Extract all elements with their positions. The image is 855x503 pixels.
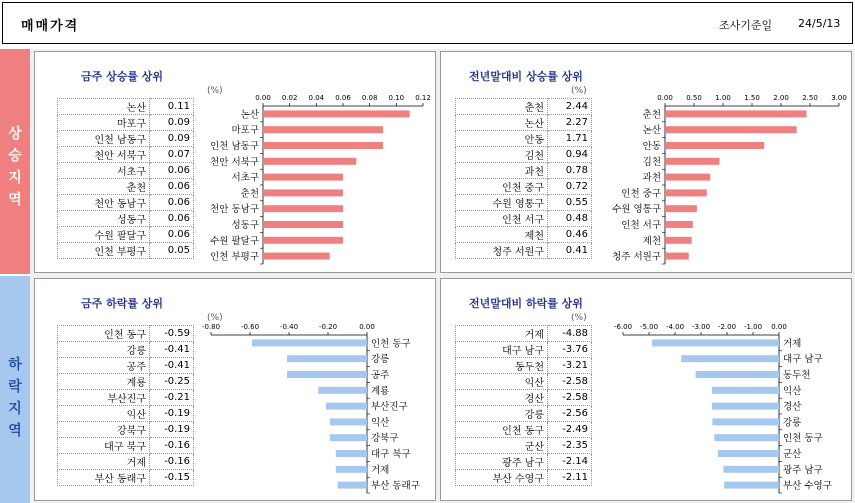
bar — [330, 418, 367, 425]
bar — [665, 142, 764, 149]
bar — [724, 482, 779, 489]
rate-value: -0.21 — [150, 390, 194, 406]
panel-ytd-up — [440, 51, 852, 273]
table-row — [456, 422, 592, 438]
rate-value: -2.35 — [548, 438, 592, 454]
table-row — [58, 163, 194, 179]
tick-label: 1.00 — [715, 94, 731, 102]
table-row — [456, 358, 592, 374]
rate-value: -0.41 — [150, 358, 194, 374]
table-row — [456, 326, 592, 342]
bar — [326, 403, 367, 410]
region-name: 거제 — [58, 454, 150, 470]
region-name: 청주 서원구 — [456, 243, 548, 259]
table-row — [456, 390, 592, 406]
rate-value: 0.09 — [150, 131, 194, 147]
rate-value: -0.16 — [150, 438, 194, 454]
tick-label: -1.00 — [743, 323, 763, 331]
category-label: 대구 북구 — [371, 449, 411, 460]
bar — [287, 355, 367, 362]
bar — [263, 253, 330, 260]
bar — [263, 205, 343, 212]
table-row — [456, 147, 592, 163]
category-label: 부산 수영구 — [783, 480, 832, 492]
region-name: 안동 — [456, 131, 548, 147]
region-name: 강릉 — [58, 342, 150, 358]
rate-value: -2.58 — [548, 374, 592, 390]
region-name: 광주 남구 — [456, 454, 548, 470]
table-row — [456, 131, 592, 147]
region-name: 강북구 — [58, 422, 150, 438]
bar — [665, 189, 707, 196]
category-label: 천안 서북구 — [210, 156, 259, 168]
region-name: 마포구 — [58, 115, 150, 131]
table-row — [58, 227, 194, 243]
category-label: 김천 — [642, 156, 661, 168]
region-name: 대구 북구 — [58, 438, 150, 454]
table-row — [456, 179, 592, 195]
rate-value: 0.78 — [548, 163, 592, 179]
table-row — [456, 163, 592, 179]
tick-label: 1.50 — [744, 94, 760, 102]
rate-value: 0.94 — [548, 147, 592, 163]
panel-title: 금주 하락률 상위 — [81, 297, 164, 310]
rate-value: 0.06 — [150, 195, 194, 211]
rate-value: 0.06 — [150, 163, 194, 179]
category-label: 강릉 — [371, 354, 390, 366]
table-row — [456, 438, 592, 454]
table-row — [58, 406, 194, 422]
survey-date: 24/5/13 — [798, 17, 841, 30]
unit-label: (%) — [571, 313, 587, 323]
tick-label: 0.00 — [359, 323, 375, 331]
rate-value: 0.06 — [150, 179, 194, 195]
category-label: 공주 — [371, 370, 390, 381]
bar — [696, 371, 779, 378]
tick-label: -0.20 — [318, 323, 338, 331]
category-label: 논산 — [240, 109, 259, 121]
region-name: 수원 영통구 — [456, 195, 548, 211]
bar — [263, 237, 343, 244]
tick-label: 0.02 — [281, 94, 298, 102]
region-name: 군산 — [456, 438, 548, 454]
category-label: 천안 동남구 — [210, 204, 259, 216]
bar — [714, 434, 779, 441]
rate-value: 0.46 — [548, 227, 592, 243]
category-label: 제천 — [642, 235, 661, 247]
table-row — [58, 131, 194, 147]
bar — [723, 466, 779, 473]
table-row — [456, 342, 592, 358]
tick-label: -6.00 — [613, 323, 633, 331]
table-row — [58, 326, 194, 342]
category-label: 강북구 — [371, 433, 399, 445]
page-header — [2, 2, 853, 44]
category-label: 과천 — [642, 172, 661, 184]
rate-value: 0.72 — [548, 179, 592, 195]
category-label: 거제 — [371, 464, 390, 476]
tick-label: -0.60 — [240, 323, 260, 331]
bar — [665, 110, 807, 117]
unit-label: (%) — [207, 313, 223, 323]
rising-region-label: 상 승 지 역 — [8, 126, 22, 208]
tick-label: -5.00 — [639, 323, 659, 331]
table-row — [58, 243, 194, 259]
category-label: 거제 — [783, 338, 802, 350]
bar — [263, 174, 343, 181]
region-name: 인천 중구 — [456, 179, 548, 195]
region-name: 인천 동구 — [456, 422, 548, 438]
category-label: 광주 남구 — [783, 464, 823, 476]
rate-value: 0.05 — [150, 243, 194, 259]
table-row — [58, 390, 194, 406]
tick-label: 0.06 — [335, 94, 351, 102]
region-name: 인천 동구 — [58, 326, 150, 342]
category-label: 대구 남구 — [783, 354, 823, 366]
category-label: 수원 팔달구 — [210, 235, 259, 247]
table-body — [456, 99, 592, 259]
bar — [665, 237, 692, 244]
region-name: 천안 동남구 — [58, 195, 150, 211]
category-label: 군산 — [783, 449, 802, 460]
region-name: 인천 남동구 — [58, 131, 150, 147]
table-row — [58, 195, 194, 211]
rate-value: -2.14 — [548, 454, 592, 470]
rate-value: -0.19 — [150, 422, 194, 438]
category-label: 인천 동구 — [783, 433, 823, 445]
region-name: 동두천 — [456, 358, 548, 374]
tick-label: 0.08 — [361, 94, 378, 102]
tick-label: 0.50 — [686, 94, 702, 102]
tick-label: 0.00 — [255, 94, 271, 102]
rate-value: -4.88 — [548, 326, 592, 342]
table-row — [58, 99, 194, 115]
rate-value: -3.76 — [548, 342, 592, 358]
region-name: 계룡 — [58, 374, 150, 390]
region-name: 춘천 — [58, 179, 150, 195]
tick-label: -0.80 — [201, 323, 221, 331]
bar — [263, 142, 383, 149]
bar — [263, 110, 410, 117]
table-row — [456, 243, 592, 259]
bar — [263, 158, 356, 165]
table-row — [58, 374, 194, 390]
tick-label: -3.00 — [691, 323, 711, 331]
rate-value: 0.09 — [150, 115, 194, 131]
region-name: 인천 서구 — [456, 211, 548, 227]
tick-label: -2.00 — [717, 323, 737, 331]
region-name: 제천 — [456, 227, 548, 243]
rate-value: 0.06 — [150, 227, 194, 243]
table-row — [58, 147, 194, 163]
bar — [330, 434, 367, 441]
rate-value: 0.11 — [150, 99, 194, 115]
table-body — [456, 326, 592, 486]
bar — [718, 450, 779, 457]
table-row — [456, 211, 592, 227]
bar — [336, 450, 367, 457]
region-name: 공주 — [58, 358, 150, 374]
category-label: 동두천 — [783, 370, 811, 381]
bar — [336, 466, 367, 473]
region-name: 부산 수영구 — [456, 470, 548, 486]
rate-value: -2.49 — [548, 422, 592, 438]
tick-label: 0.04 — [308, 94, 325, 102]
data-table — [57, 98, 194, 259]
survey-date-label: 조사기준일 — [719, 19, 773, 32]
category-label: 익산 — [783, 385, 802, 397]
bar — [263, 221, 343, 228]
bar — [263, 189, 343, 196]
table-row — [456, 195, 592, 211]
category-label: 계룡 — [371, 385, 390, 397]
category-label: 서초구 — [231, 172, 259, 184]
data-table — [455, 325, 592, 486]
table-body — [58, 99, 194, 259]
region-name: 인천 부평구 — [58, 243, 150, 259]
bar — [665, 205, 697, 212]
tick-label: 0.00 — [771, 323, 787, 331]
rate-value: 0.48 — [548, 211, 592, 227]
page-title: 매매가격 — [21, 19, 80, 34]
category-label: 수원 영통구 — [612, 204, 661, 216]
region-name: 강릉 — [456, 406, 548, 422]
table-row — [58, 179, 194, 195]
region-name: 춘천 — [456, 99, 548, 115]
region-name: 익산 — [456, 374, 548, 390]
region-name: 김천 — [456, 147, 548, 163]
bar — [263, 126, 383, 133]
region-name: 천안 서북구 — [58, 147, 150, 163]
table-row — [456, 470, 592, 486]
region-name: 성동구 — [58, 211, 150, 227]
category-label: 인천 서구 — [621, 220, 661, 231]
table-row — [456, 454, 592, 470]
rate-value: 0.07 — [150, 147, 194, 163]
bar — [338, 482, 367, 489]
region-name: 부산진구 — [58, 390, 150, 406]
unit-label: (%) — [571, 86, 587, 96]
rate-value: -0.16 — [150, 454, 194, 470]
rate-value: -0.59 — [150, 326, 194, 342]
unit-label: (%) — [207, 86, 223, 96]
falling-region-label: 하 락 지 역 — [8, 357, 22, 439]
panel-title: 전년말대비 상승률 상위 — [469, 70, 583, 83]
table-row — [58, 454, 194, 470]
region-name: 익산 — [58, 406, 150, 422]
table-row — [58, 342, 194, 358]
rate-value: 0.41 — [548, 243, 592, 259]
bar — [665, 158, 720, 165]
table-row — [456, 115, 592, 131]
category-label: 강릉 — [783, 417, 802, 429]
bar-chart-ytd-down — [615, 317, 847, 501]
bar — [665, 174, 710, 181]
table-row — [456, 406, 592, 422]
category-label: 익산 — [371, 417, 390, 429]
region-name: 서초구 — [58, 163, 150, 179]
category-label: 부산 동래구 — [371, 480, 420, 492]
bar — [712, 387, 779, 394]
category-label: 청주 서원구 — [612, 251, 661, 263]
rate-value: -0.15 — [150, 470, 194, 486]
category-label: 성동구 — [231, 220, 259, 231]
tick-label: 2.00 — [773, 94, 789, 102]
tick-label: 0.00 — [657, 94, 673, 102]
category-label: 인천 부평구 — [210, 251, 259, 263]
category-label: 춘천 — [240, 188, 259, 200]
category-label: 부산진구 — [371, 401, 408, 413]
panel-title: 전년말대비 하락률 상위 — [469, 297, 583, 310]
rate-value: -3.21 — [548, 358, 592, 374]
category-label: 인천 중구 — [621, 188, 661, 200]
rate-value: 2.27 — [548, 115, 592, 131]
bar — [318, 387, 367, 394]
category-label: 논산 — [642, 125, 661, 137]
rate-value: -0.41 — [150, 342, 194, 358]
rate-value: 2.44 — [548, 99, 592, 115]
table-row — [456, 227, 592, 243]
bar — [712, 418, 779, 425]
table-row — [58, 211, 194, 227]
region-name: 수원 팔달구 — [58, 227, 150, 243]
table-row — [456, 374, 592, 390]
table-body — [58, 326, 194, 486]
rate-value: -2.58 — [548, 390, 592, 406]
data-table — [57, 325, 194, 486]
rate-value: 1.71 — [548, 131, 592, 147]
tick-label: 0.12 — [415, 94, 431, 102]
tick-label: 3.00 — [831, 94, 847, 102]
region-name: 경산 — [456, 390, 548, 406]
tick-label: 2.50 — [802, 94, 818, 102]
panel-weekly-down — [34, 278, 436, 501]
bar — [712, 403, 779, 410]
region-name: 거제 — [456, 326, 548, 342]
bar-chart-weekly-up — [199, 88, 431, 272]
table-row — [456, 99, 592, 115]
rate-value: 0.55 — [548, 195, 592, 211]
bar-chart-ytd-up — [601, 88, 847, 272]
bar — [665, 221, 693, 228]
category-label: 마포구 — [231, 125, 259, 137]
data-table — [455, 98, 592, 259]
bar — [665, 253, 689, 260]
bar — [665, 126, 797, 133]
rate-value: -2.56 — [548, 406, 592, 422]
tick-label: -4.00 — [665, 323, 685, 331]
region-name: 부산 동래구 — [58, 470, 150, 486]
table-row — [58, 438, 194, 454]
category-label: 경산 — [783, 401, 802, 413]
table-row — [58, 358, 194, 374]
category-label: 인천 남동구 — [210, 141, 259, 152]
category-label: 안동 — [642, 141, 661, 152]
panel-weekly-up — [34, 51, 436, 273]
bar — [681, 355, 779, 362]
table-row — [58, 115, 194, 131]
panel-title: 금주 상승률 상위 — [81, 70, 164, 83]
bar — [252, 339, 367, 346]
rate-value: -0.19 — [150, 406, 194, 422]
region-name: 논산 — [58, 99, 150, 115]
panel-ytd-down — [440, 278, 852, 501]
region-name: 과천 — [456, 163, 548, 179]
category-label: 인천 동구 — [371, 338, 411, 350]
tick-label: -0.40 — [279, 323, 299, 331]
falling-region-bar — [0, 276, 30, 503]
bar — [287, 371, 367, 378]
region-name: 대구 남구 — [456, 342, 548, 358]
category-label: 춘천 — [642, 109, 661, 121]
rate-value: 0.06 — [150, 211, 194, 227]
table-row — [58, 470, 194, 486]
rate-value: -2.11 — [548, 470, 592, 486]
bar — [652, 339, 779, 346]
tick-label: 0.10 — [388, 94, 405, 102]
table-row — [58, 422, 194, 438]
rising-region-bar — [0, 49, 30, 274]
bar-chart-weekly-down — [203, 317, 435, 501]
region-name: 논산 — [456, 115, 548, 131]
rate-value: -0.25 — [150, 374, 194, 390]
